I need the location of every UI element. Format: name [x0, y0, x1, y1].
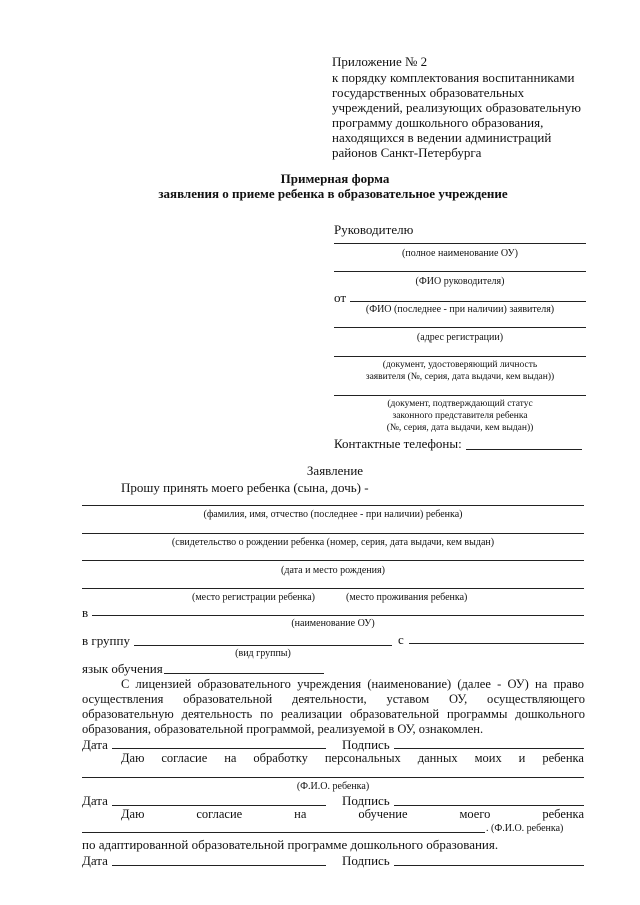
request-text: Прошу принять моего ребенка (сына, дочь) - — [121, 480, 369, 495]
consent-training-text — [121, 808, 584, 821]
appendix-number: Приложение № 2 — [332, 54, 428, 69]
license-text: образовательную деятельность по реализации образовательной программы дошкольного — [82, 707, 585, 721]
ou-name-field[interactable] — [334, 243, 586, 244]
appendix-line: государственных образовательных — [332, 85, 525, 100]
date-field[interactable] — [112, 748, 326, 749]
language-field[interactable] — [164, 673, 324, 674]
consent-word: ребенка — [542, 807, 584, 821]
head-name-caption: (ФИО руководителя) — [415, 276, 505, 287]
date-label: Дата — [82, 737, 108, 752]
birth-caption: (дата и место рождения) — [281, 565, 385, 576]
ou-name-caption: (полное наименование ОУ) — [402, 248, 518, 259]
appendix-line: к порядку комплектования воспитанниками — [332, 70, 575, 85]
appendix-line: находящихся в ведении администраций — [332, 130, 552, 145]
rep-document-caption: (документ, подтверждающий статус — [387, 399, 533, 409]
form-subtitle: заявления о приеме ребенка в образовательное учреждение — [158, 186, 508, 201]
signature-label: Подпись — [342, 853, 390, 868]
form-title: Примерная форма — [280, 171, 390, 186]
consent-word: обработку — [253, 751, 308, 765]
rep-document-field[interactable] — [334, 395, 586, 396]
consent-word: персональных — [324, 751, 401, 765]
consent-word: и — [518, 751, 526, 765]
date-field[interactable] — [112, 805, 326, 806]
signature-field[interactable] — [394, 748, 584, 749]
consent-word: согласие — [196, 807, 243, 821]
residence-field[interactable] — [82, 588, 584, 589]
license-text: С лицензией образовательного учреждения (наименование) (далее - ОУ) на право — [121, 677, 584, 691]
in-label: в — [82, 605, 89, 620]
ou-field[interactable] — [92, 615, 584, 616]
address-field[interactable] — [334, 327, 586, 328]
reg-place-caption: (место регистрации ребенка) — [192, 592, 315, 603]
consent-word: на — [294, 807, 307, 821]
license-text: осуществления образовательной деятельности, уставом ОУ, осуществляющего — [82, 692, 585, 706]
rep-document-caption: (№, серия, дата выдачи, кем выдан)) — [386, 423, 534, 433]
applicant-name-field[interactable] — [350, 301, 586, 302]
child-name-field[interactable] — [82, 505, 584, 506]
rep-document-caption: законного представителя ребенка — [392, 411, 528, 421]
address-caption: (адрес регистрации) — [416, 332, 504, 343]
training-child-caption: . (Ф.И.О. ребенка) — [486, 823, 564, 834]
consent-word: обучение — [358, 807, 408, 821]
signature-label: Подпись — [342, 737, 390, 752]
child-name-caption: (фамилия, имя, отчество (последнее - при наличии) ребенка) — [203, 509, 463, 520]
phones-field[interactable] — [466, 449, 582, 450]
consent-child-caption: (Ф.И.О. ребенка) — [296, 781, 370, 792]
date-label: Дата — [82, 793, 108, 808]
appendix-line: программу дошкольного образования, — [332, 115, 544, 130]
group-field[interactable] — [134, 645, 392, 646]
date-field[interactable] — [112, 865, 326, 866]
appendix-line: учреждений, реализующих образовательную — [332, 100, 581, 115]
start-date-field[interactable] — [409, 643, 584, 644]
phones-label: Контактные телефоны: — [334, 436, 462, 451]
application-heading: Заявление — [306, 463, 364, 478]
consent-word: Даю — [121, 751, 145, 765]
consent-word: согласие — [161, 751, 208, 765]
birth-certificate-field[interactable] — [82, 533, 584, 534]
group-type-caption: (вид группы) — [235, 648, 291, 659]
consent-word: данных — [417, 751, 458, 765]
signature-field[interactable] — [394, 805, 584, 806]
head-name-field[interactable] — [334, 271, 586, 272]
ou-caption: (наименование ОУ) — [291, 618, 375, 629]
consent-word: моих — [474, 751, 502, 765]
birth-certificate-caption: (свидетельство о рождении ребенка (номер, серия, дата выдачи, кем выдан) — [171, 537, 495, 548]
group-label: в группу — [82, 633, 130, 648]
birth-field[interactable] — [82, 560, 584, 561]
id-document-caption: (документ, удостоверяющий личность — [382, 360, 538, 370]
consent-word: ребенка — [542, 751, 584, 765]
program-text: по адаптированной образовательной программе дошкольного образования. — [82, 837, 499, 852]
date-label: Дата — [82, 853, 108, 868]
consent-word: моего — [459, 807, 491, 821]
addressee-label: Руководителю — [334, 222, 414, 237]
from-date-label: с — [398, 632, 404, 647]
applicant-name-caption: (ФИО (последнее - при наличии) заявителя) — [365, 304, 555, 315]
id-document-caption: заявителя (№, серия, дата выдачи, кем выдан)) — [365, 372, 555, 382]
from-label: от — [334, 290, 347, 305]
signature-field[interactable] — [394, 865, 584, 866]
live-place-caption: (место проживания ребенка) — [346, 592, 468, 603]
language-label: язык обучения — [82, 661, 163, 676]
license-text: образования, образовательной программой, реализуемой в ОУ, ознакомлен. — [82, 722, 484, 736]
consent-data-text — [121, 752, 584, 765]
consent-word: на — [224, 751, 237, 765]
consent-word: Даю — [121, 807, 145, 821]
appendix-line: районов Санкт-Петербурга — [332, 145, 482, 160]
signature-label: Подпись — [342, 793, 390, 808]
training-child-name-field[interactable] — [82, 832, 485, 833]
id-document-field[interactable] — [334, 356, 586, 357]
consent-child-name-field[interactable] — [82, 777, 584, 778]
